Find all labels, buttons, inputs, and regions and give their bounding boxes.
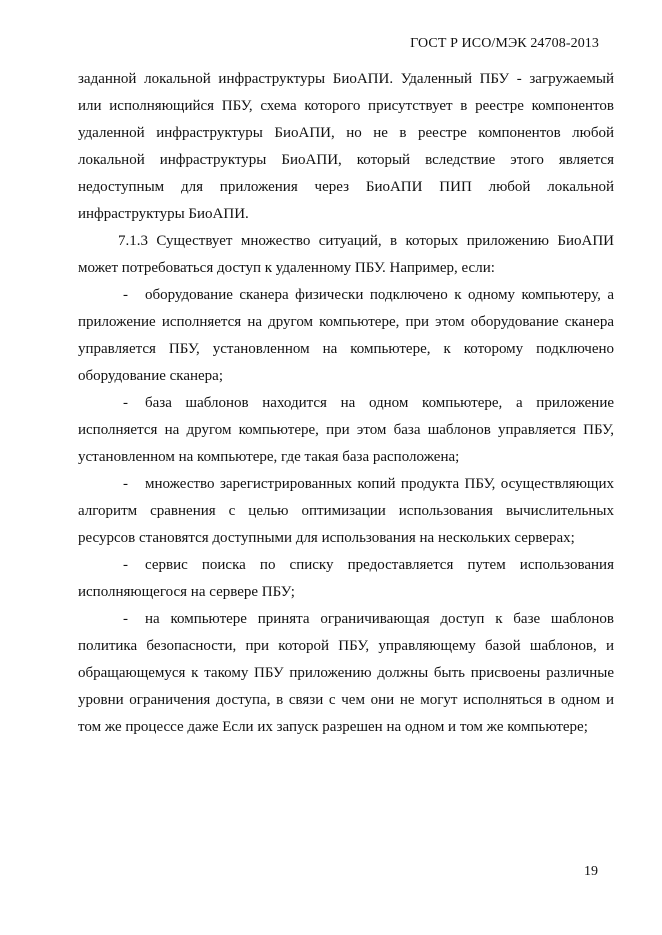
dash-bullet: - bbox=[123, 476, 128, 492]
list-item bbox=[78, 282, 614, 390]
dash-bullet: - bbox=[123, 611, 128, 627]
dash-bullet: - bbox=[123, 287, 128, 303]
intro-paragraph: заданной локальной инфраструктуры БиоАПИ. Удаленный ПБУ - загружаемый или исполняющийся ПБУ, схема которого присутствует в реестре компонентов удаленной инфраструктуры БиоАПИ, но не в реестре компонентов любой локальной инфраструктуры БиоАПИ, который вследствие этого является недоступным для приложения через БиоАПИ ПИП любой локальной инфраструктуры БиоАПИ. bbox=[78, 71, 614, 222]
list-item bbox=[78, 552, 614, 606]
list-item-text: множество зарегистрированных копий продукта ПБУ, осуществляющих алгоритм сравнения с целью оптимизации использования вычислительных ресурсов становятся доступными для использования на нескольких серверах; bbox=[78, 476, 614, 546]
page-body bbox=[78, 66, 614, 741]
list-item-text: сервис поиска по списку предоставляется путем использования исполняющегося на сервере ПБУ; bbox=[78, 557, 614, 600]
list-item-text: база шаблонов находится на одном компьютере, а приложение исполняется на другом компьютере, при этом база шаблонов управляется ПБУ, установленном на компьютере, где такая база расположена; bbox=[78, 395, 614, 465]
document-header: ГОСТ Р ИСО/МЭК 24708-2013 bbox=[410, 36, 599, 51]
list-item bbox=[78, 471, 614, 552]
list-item-text: оборудование сканера физически подключено к одному компьютеру, а приложение исполняется на другом компьютере, при этом оборудование сканера управляется ПБУ, установленном на компьютере, к которому подключено оборудование сканера; bbox=[78, 287, 614, 384]
section-7-1-3-paragraph: 7.1.3 Существует множество ситуаций, в которых приложению БиоАПИ может потребоваться доступ к удаленному ПБУ. Например, если: bbox=[78, 233, 614, 276]
dash-bullet: - bbox=[123, 395, 128, 411]
page-number: 19 bbox=[584, 864, 598, 879]
list-item bbox=[78, 390, 614, 471]
list-item bbox=[78, 606, 614, 741]
dash-bullet: - bbox=[123, 557, 128, 573]
list-item-text: на компьютере принята ограничивающая доступ к базе шаблонов политика безопасности, при которой ПБУ, управляющему базой шаблонов, и обращающемуся к такому ПБУ приложению должны быть присвоены различные уровни ограничения доступа, в связи с чем они не могут исполняться в одном и том же процессе даже Если их запуск разрешен на одном и том же компьютере; bbox=[78, 611, 614, 735]
